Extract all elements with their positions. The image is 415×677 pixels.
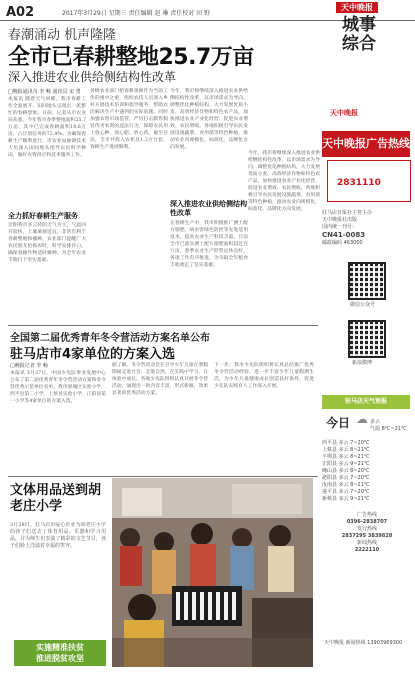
banner-line1: 实施精准扶贫 <box>36 643 84 652</box>
weibo-qr-code[interactable] <box>348 320 386 358</box>
qr-label-weibo: 新浪微博 <box>352 360 373 366</box>
county-weather-row: 遂平县 多云 7~20℃ <box>322 489 370 495</box>
editor-info-line: 国内统一刊号： <box>322 224 358 230</box>
hotline-label: 新闻热线 <box>356 540 377 546</box>
hotline-number: 2222110 <box>354 547 380 553</box>
county-weather-row: 新蔡县 多云 9~21℃ <box>322 496 370 502</box>
editor-info-line: CN41-0083 <box>322 231 366 239</box>
lead-col1-text: 本报讯 随着天气回暖，我市春耕工作全面展开，田间地头呈现出一派繁忙的春耕景象。日前，记者从市农业局获悉，今年我市春季整地面积25.7万亩，其中已完成春耕面积18.6万亩，占计划任务的72.4%。为确保春耕生产顺利进行，市农业局抽调技术人员深入田间地头指导农民科学种田，做好农资供应和技术服务工作。 <box>8 97 86 158</box>
lead-byline: □晚报通讯员 李 畅 通讯员 宋 勇 <box>8 89 81 95</box>
news-photo-children-accordion <box>112 478 313 667</box>
county-weather-row: 上蔡县 多云 8~21℃ <box>322 447 370 453</box>
second-kicker: 全国第二届优秀青年冬令营活动方案名单公布 <box>10 333 210 344</box>
lead-subhead-1: 全力抓好春耕生产服务 <box>8 212 78 220</box>
lead-subhead-2: 深入推进农业供给侧结构性改革 <box>170 200 247 217</box>
weather-condition: 多云 <box>370 419 381 425</box>
lead-col1b-text: 近期我市多云转阴天气为主，气温回升较快，土壤墒情适宜，非常有利于春耕整地和播种。农业部门提醒广大农民朋友抢抓农时，科学安排茬口，确保春播作物适时播种，为全年农业丰收打下坚实基础。 <box>8 223 86 263</box>
cloud-icon: ☁ <box>356 412 368 426</box>
lead-headline: 全市已春耕整地25.7万亩 <box>8 45 254 70</box>
lead-subheadline: 深入推进农业供给侧结构性改革 <box>8 70 177 84</box>
county-weather-row: 确山县 多云 8~20℃ <box>322 468 370 474</box>
hotlines <box>322 512 412 554</box>
lead-col3b-text: 在春耕生产中，我市积极推广测土配方施肥、病虫害绿色防控等先进适用技术，提高农业生产科技含量。目前全市已落实测土配方施肥面积超过百万亩，春季农业生产形势总体良好，各项工作有序推进，为夺取全年粮食丰收奠定了坚实基础。 <box>170 221 248 268</box>
lead-kicker: 春潮涌动 机声隆隆 <box>8 28 117 43</box>
newspaper-logo: 天中晚报 <box>336 2 378 13</box>
weather-today <box>326 412 410 433</box>
second-col2-text: 据了解，冬令营活动旨在引导少年儿童在寒假期间走进社会、走进自然，在实践中学习、在体验中成长。各地少先队组织认真开展冬令营活动，涌现出一批内容丰富、形式新颖、效果显著的优秀活动方案。 <box>112 363 208 396</box>
banner-line2: 推进脱贫攻坚 <box>36 654 84 663</box>
editor-info-line: 邮政编码 463000 <box>322 240 363 246</box>
weather-temperature: 气温 8℃~21℃ <box>370 426 407 432</box>
weather-today-label: 今日 <box>326 416 351 430</box>
editor-info-line: 驻马店日报社主管主办 <box>322 210 373 216</box>
section-divider <box>8 325 318 326</box>
sidebar-logo-strip <box>330 108 410 128</box>
poverty-alleviation-banner <box>14 640 106 666</box>
photo-headline: 文体用品送到胡老庄小学 <box>10 483 102 514</box>
editor-info-line: 天中晚报社出版 <box>322 217 358 223</box>
lead-col2-text: 各级农业部门把春耕备耕作为当前工作的重中之重，组织农技人员深入乡村开展技术培训和指导服务，帮助农民解决生产中遇到的实际问题。同时加强农资市场监管，严厉打击制售假冒伪劣农资的违法行为，保障农民用上放心种、放心肥、放心药。截至目前，全市共投入农机具1.2万台套，春耕生产进展顺利。 <box>90 89 168 150</box>
section-title-line1: 城事 <box>342 15 376 35</box>
section-title <box>330 16 388 54</box>
sidebar-bottom-note: 天中晚报 新闻热线 13903969300 <box>324 640 403 646</box>
second-col3-text: 下一步，我市少先队组织将认真总结推广优秀冬令营活动经验，进一步丰富少年儿童假期生活，为少年儿童健康成长创造良好条件，促进少先队实践育人工作深入开展。 <box>214 363 314 389</box>
section-divider <box>8 476 318 477</box>
sidebar-logo-text: 天中晚报 <box>330 109 358 117</box>
lead-col3-text: 今年，我市将继续深入推进农业供给侧结构性改革，以市场需求为导向，调整优化种植结构，大力发展优质小麦、高效经济作物和特色农产品，加快推进农业产业化经营，促进农业增效、农民增收。各地积极引导农民发展设施蔬菜、食用菌等特色种植，推动农业向规模化、标准化、品牌化方向发展。 <box>170 89 248 150</box>
county-weather-row: 西平县 多云 7~20℃ <box>322 440 370 446</box>
hotline-number: 2837295 3839828 <box>341 533 393 539</box>
county-weather-row: 正阳县 多云 9~21℃ <box>322 461 370 467</box>
sidebar-red-banner: 天中晚报广告热线 <box>322 131 410 157</box>
weather-bar: 驻马店天气预报 <box>322 395 410 409</box>
hotline-number: 0396-2838707 <box>346 519 388 525</box>
dateline: 2017年3月29日 星期三 责任编辑 赵 琳 责任校对 田 野 <box>62 10 211 17</box>
page-number: A02 <box>6 5 35 20</box>
lead-col4-text: 今年，我市将继续深入推进农业供给侧结构性改革，以市场需求为导向，调整优化种植结构，大力发展优质小麦、高效经济作物和特色农产品，加快推进农业产业化经营，促进农业增效、农民增收。各地积极引导农民发展设施蔬菜、食用菌等特色种植，推动农业向规模化、标准化、品牌化方向发展。 <box>248 151 320 212</box>
qr-label-wechat: 微信公众号 <box>350 302 376 308</box>
section-title-line2: 综合 <box>342 34 376 54</box>
advert-phone: 2831110 <box>337 178 381 188</box>
photo-illustration <box>112 478 313 667</box>
second-headline: 驻马店市4家单位的方案入选 <box>10 347 176 362</box>
hotline-label: 广告热线 <box>356 512 377 518</box>
editor-info <box>322 210 412 247</box>
county-weather-row: 平舆县 多云 8~21℃ <box>322 454 370 460</box>
county-weather-row: 泌阳县 多云 7~20℃ <box>322 475 370 481</box>
county-weather-list <box>322 440 412 503</box>
wechat-qr-code[interactable] <box>348 262 386 300</box>
hotline-label: 发行热线 <box>356 526 377 532</box>
photo-caption: 3月28日，驻马店市爱心企业为胡老庄小学的孩子们送去了体育用品、乐器和学习用品，并为师生们表演了精彩的文艺节目，孩子们脸上洋溢着幸福的笑容。 <box>10 522 106 549</box>
second-col1-text: 本报讯 3月27日，中国少先队事业发展中心公布了第二届优秀青年冬令营活动方案和冬令营优秀示范单位名单。我市驿城区实验小学、西平县第二小学、上蔡县实验小学、正阳县第一小学等4家单位的方案入选。 <box>10 371 106 404</box>
second-byline: □晚报记者 李 畅 <box>10 363 48 369</box>
county-weather-row: 汝南县 多云 8~21℃ <box>322 482 370 488</box>
